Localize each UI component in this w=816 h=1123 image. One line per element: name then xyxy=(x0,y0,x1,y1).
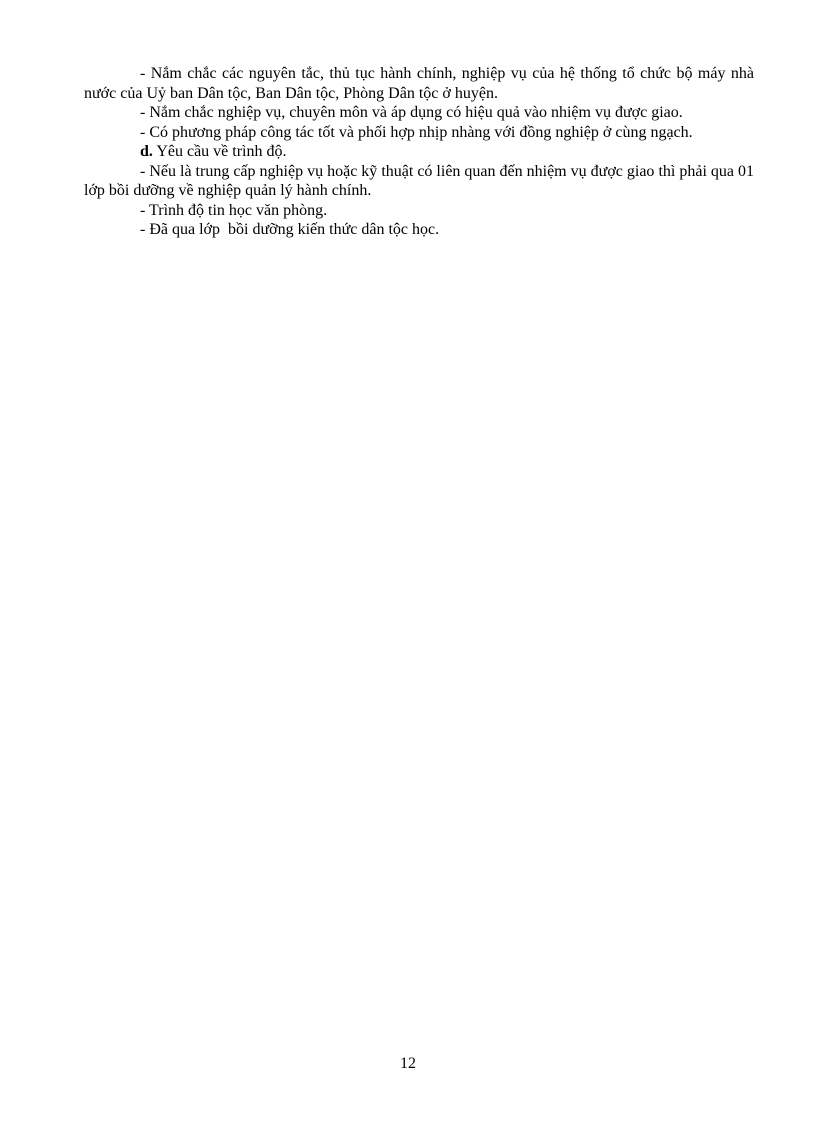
section-heading-text: Yêu cầu về trình độ. xyxy=(152,143,287,160)
section-heading-d xyxy=(84,142,754,162)
paragraph-ethnology-course: - Đã qua lớp bồi dưỡng kiến thức dân tộc học. xyxy=(140,221,440,238)
paragraph-principles: - Nắm chắc các nguyên tắc, thủ tục hành chính, nghiệp vụ của hệ thống tổ chức bộ máy nhà nước của Uỷ ban Dân tộc, Ban Dân tộc, Phòng Dân tộc ở huyện. xyxy=(84,65,754,102)
paragraph-professional-skills: - Nắm chắc nghiệp vụ, chuyên môn và áp dụng có hiệu quả vào nhiệm vụ được giao. xyxy=(140,104,683,121)
paragraph-work-methods: - Có phương pháp công tác tốt và phối hợp nhịp nhàng với đồng nghiệp ở cùng ngạch. xyxy=(140,123,693,141)
page-number: 12 xyxy=(400,1055,416,1072)
paragraph-training-requirement: - Nếu là trung cấp nghiệp vụ hoặc kỹ thuật có liên quan đến nhiệm vụ được giao thì phải qua 01 lớp bồi dưỡng về nghiệp quản lý hành chính. xyxy=(84,162,754,199)
paragraph-it-skills: - Trình độ tin học văn phòng. xyxy=(140,201,328,219)
document-body xyxy=(84,64,754,240)
section-heading-marker: d. xyxy=(140,143,153,160)
